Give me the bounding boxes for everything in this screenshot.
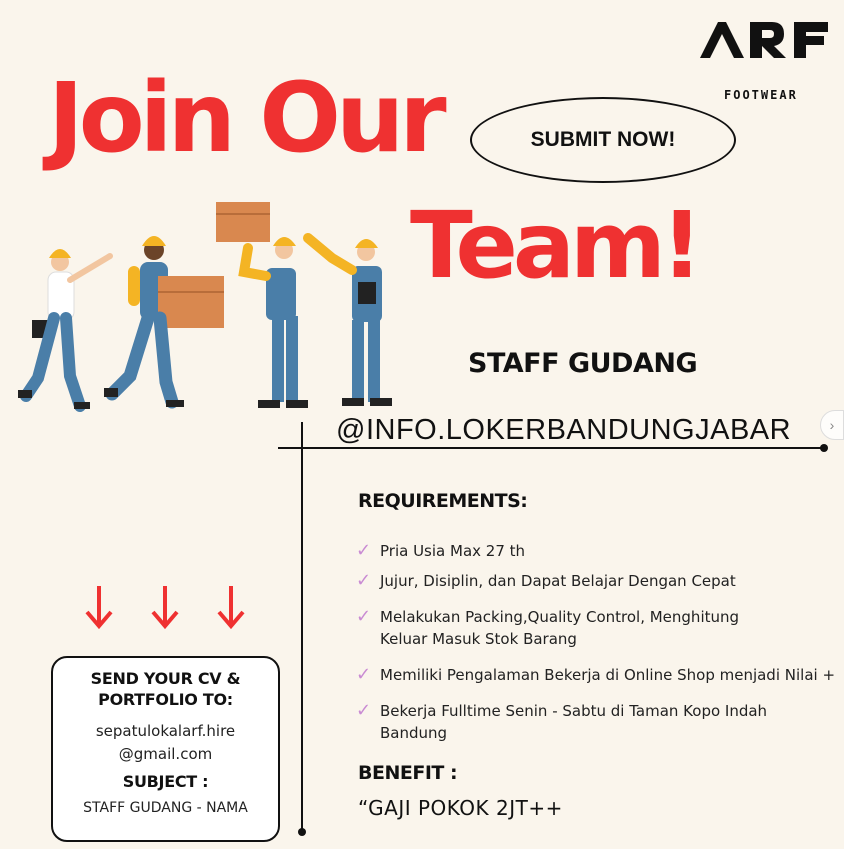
headline-team: Team! [410,192,698,299]
arrow-down-icon [84,584,114,630]
check-icon: ✓ [356,570,372,591]
worker-2-figure [104,236,224,407]
check-icon: ✓ [356,606,372,627]
check-icon: ✓ [356,700,372,721]
brand-subtitle: FOOTWEAR [724,88,798,102]
requirement-item [356,664,836,686]
requirement-item [356,540,836,562]
cv-title-line-2: PORTFOLIO TO: [98,690,233,709]
job-title: STAFF GUDANG [468,348,698,379]
divider-dot-bottom [298,828,306,836]
workers-illustration [8,196,408,416]
chevron-right-icon: › [829,417,835,433]
submit-now-button[interactable]: SUBMIT NOW! [470,97,736,183]
instagram-handle[interactable]: @INFO.LOKERBANDUNGJABAR [336,414,792,446]
cv-card-title [53,668,278,710]
requirement-item [356,606,756,650]
worker-3-figure [244,237,308,408]
arf-logo-mark [700,18,830,62]
worker-1-figure [18,249,110,409]
arrow-down-icon [216,584,246,630]
cv-email-line-2: @gmail.com [118,745,213,763]
next-slide-button[interactable] [820,410,844,440]
cv-email[interactable] [53,720,278,766]
send-cv-card [51,656,280,842]
requirement-item [356,570,836,592]
requirement-text: Memiliki Pengalaman Bekerja di Online Shop menjadi Nilai + [380,666,836,684]
requirement-text: Jujur, Disiplin, dan Dapat Belajar Dengan Cepat [380,572,736,590]
requirement-item [356,700,776,744]
vertical-divider [301,422,303,832]
divider-dot [820,444,828,452]
headline-join-our: Join Our [48,62,442,174]
cv-email-line-1: sepatulokalarf.hire [95,722,236,740]
arrow-down-icon [150,584,180,630]
cv-subject: STAFF GUDANG - NAMA [83,800,248,816]
requirements-heading: REQUIREMENTS: [358,490,528,512]
floating-box [216,202,270,242]
requirement-text: Melakukan Packing,Quality Control, Menghitung Keluar Masuk Stok Barang [380,608,740,648]
requirement-text: Bekerja Fulltime Senin - Sabtu di Taman Kopo Indah Bandung [380,702,768,742]
benefit-heading: BENEFIT : [358,762,458,784]
brand-logo [700,18,830,62]
worker-4-figure [308,238,392,406]
check-icon: ✓ [356,664,372,685]
cv-title-line-1: SEND YOUR CV & [90,669,241,688]
requirement-text: Pria Usia Max 27 th [380,542,526,560]
horizontal-divider [278,447,826,449]
requirements-list [356,540,836,744]
cv-subject-label: SUBJECT : [122,772,209,791]
benefit-text: “GAJI POKOK 2JT++ [358,796,563,820]
check-icon: ✓ [356,540,372,561]
